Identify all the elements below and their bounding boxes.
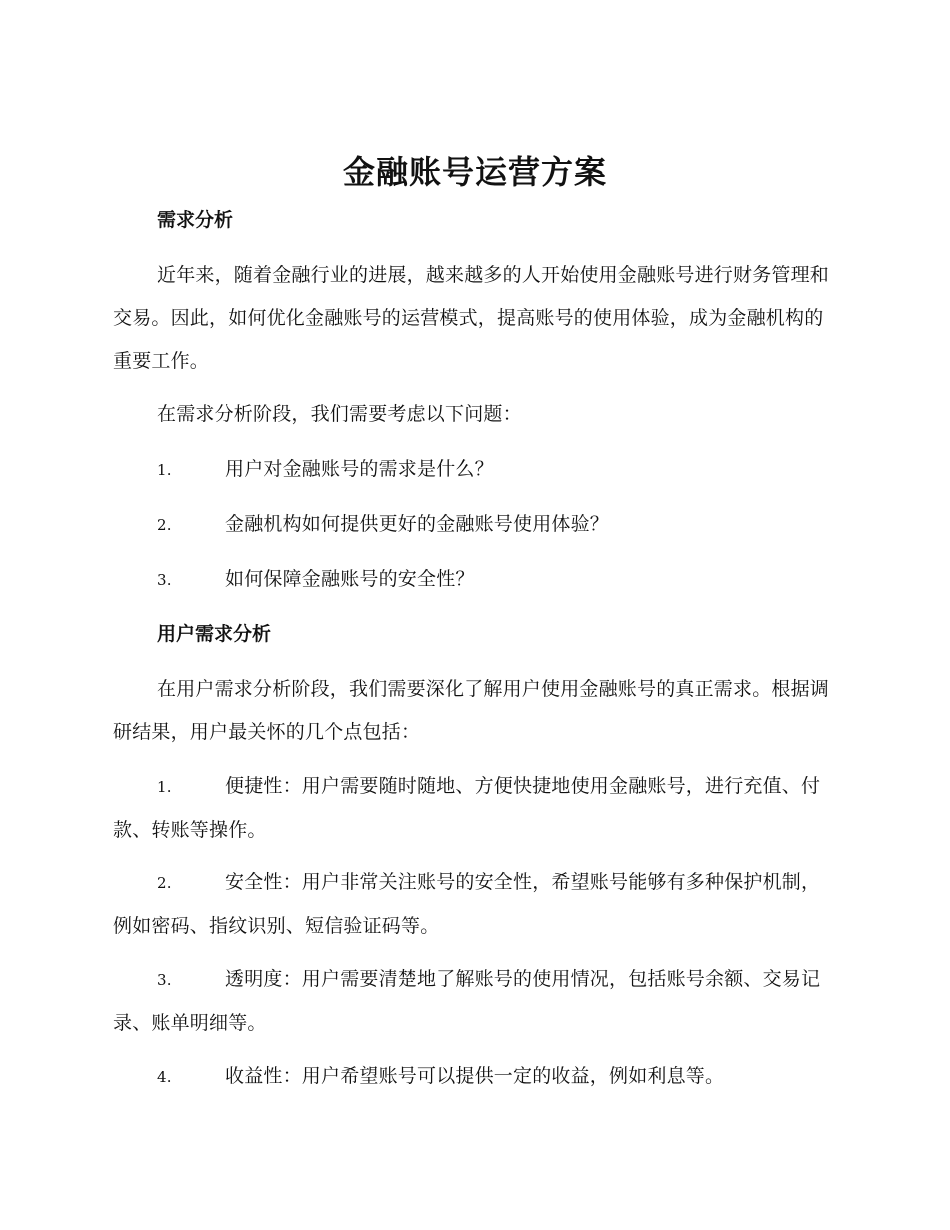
section-heading-user-demand-analysis: 用户需求分析 [157, 623, 272, 645]
list-item [113, 958, 835, 1045]
list-text: 用户对金融账号的需求是什么？ [225, 458, 494, 480]
list-number: 3. [157, 971, 172, 989]
paragraph: 在用户需求分析阶段，我们需要深化了解用户使用金融账号的真正需求。根据调研结果，用户最关怀的几个点包括： [113, 678, 830, 743]
list-text: 收益性：用户希望账号可以提供一定的收益，例如利息等。 [225, 1065, 725, 1087]
list-number: 1. [157, 778, 172, 796]
list-text: 便捷性：用户需要随时随地、方便快捷地使用金融账号，进行充值、付款、转账等操作。 [113, 775, 821, 841]
list-text: 透明度：用户需要清楚地了解账号的使用情况，包括账号余额、交易记录、账单明细等。 [113, 968, 821, 1034]
list-item [113, 448, 835, 492]
list-number: 4. [157, 1068, 172, 1086]
list-item [113, 861, 835, 948]
list-number: 3. [157, 571, 172, 589]
document-title: 金融账号运营方案 [342, 153, 607, 191]
list-number: 1. [157, 461, 172, 479]
list-number: 2. [157, 874, 172, 892]
list-item [113, 503, 835, 547]
list-text: 金融机构如何提供更好的金融账号使用体验？ [225, 513, 610, 535]
list-text: 如何保障金融账号的安全性？ [225, 568, 475, 590]
list-number: 2. [157, 516, 172, 534]
list-item [113, 1055, 835, 1099]
paragraph: 近年来，随着金融行业的进展，越来越多的人开始使用金融账号进行财务管理和交易。因此，如何优化金融账号的运营模式，提高账号的使用体验，成为金融机构的重要工作。 [113, 264, 830, 372]
paragraph: 在需求分析阶段，我们需要考虑以下问题： [157, 403, 522, 425]
list-item [113, 765, 835, 852]
section-heading-demand-analysis: 需求分析 [157, 209, 234, 231]
list-item [113, 558, 835, 602]
list-text: 安全性：用户非常关注账号的安全性，希望账号能够有多种保护机制，例如密码、指纹识别、短信验证码等。 [113, 871, 821, 937]
